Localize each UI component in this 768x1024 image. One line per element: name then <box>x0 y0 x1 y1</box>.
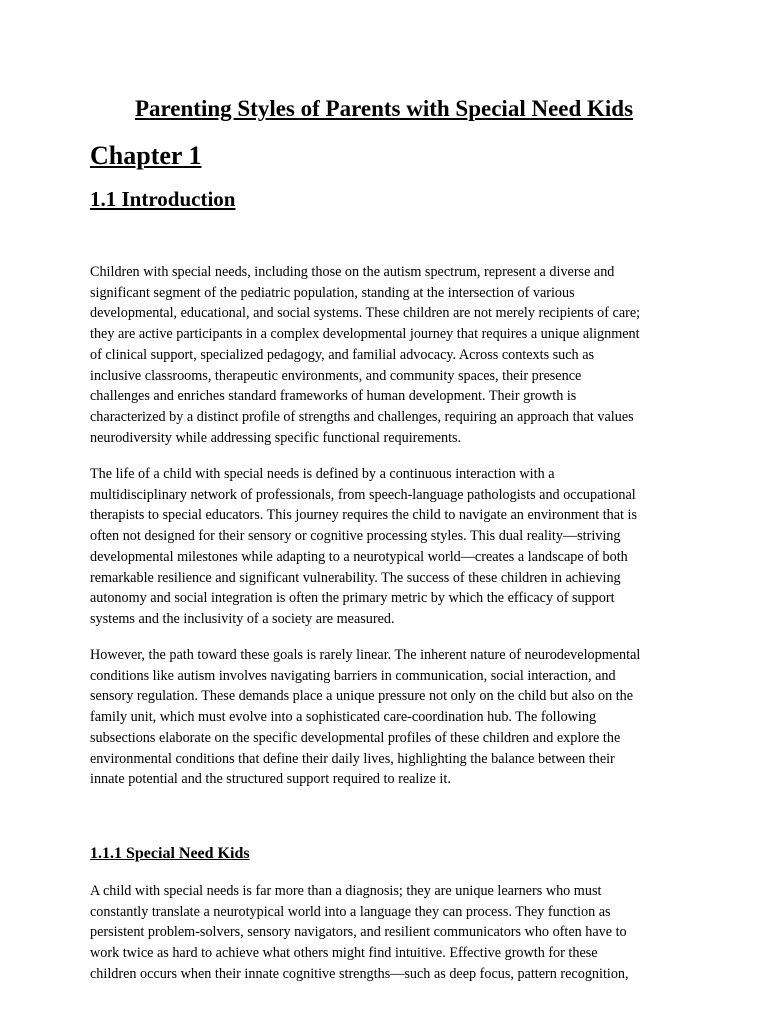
text-line: developmental milestones while adapting to a neurotypical world—creates a landscape of both <box>90 548 628 565</box>
text-line: systems and the inclusivity of a society are measured. <box>90 610 395 627</box>
subsection-heading-special-need-kids: 1.1.1 Special Need Kids <box>90 845 250 862</box>
text-line: family unit, which must evolve into a sophisticated care-coordination hub. The following <box>90 709 597 726</box>
text-line: they are active participants in a complex developmental journey that requires a unique alignment <box>90 326 640 343</box>
text-line: characterized by a distinct profile of strengths and challenges, requiring an approach that values <box>90 408 634 425</box>
text-line: neurodiversity while addressing specific functional requirements. <box>90 429 462 446</box>
text-line: innate potential and the structured support required to realize it. <box>90 771 451 788</box>
text-line: inclusive classrooms, therapeutic environments, and community spaces, their presence <box>90 367 582 384</box>
introduction-paragraph-2 <box>90 464 690 630</box>
introduction-paragraph-3 <box>90 645 690 790</box>
text-line: developmental, educational, and social systems. These children are not merely recipients of care; <box>90 305 641 322</box>
text-line: challenges and enriches standard frameworks of human development. Their growth is <box>90 388 577 405</box>
text-line: subsections elaborate on the specific developmental profiles of these children and explore the <box>90 729 621 746</box>
section-heading-introduction: 1.1 Introduction <box>90 187 236 211</box>
text-line: persistent problem-solvers, sensory navigators, and resilient communicators who often have to <box>90 924 627 941</box>
text-line: sensory regulation. These demands place a unique pressure not only on the child but also on the <box>90 688 634 705</box>
introduction-paragraph-1 <box>90 262 690 448</box>
text-line: environmental conditions that define their daily lives, highlighting the balance between their <box>90 750 615 767</box>
text-line: work twice as hard to achieve what others might find intuitive. Effective growth for these <box>90 945 598 962</box>
text-line: children occurs when their innate cognitive strengths—such as deep focus, pattern recognition, <box>90 965 629 982</box>
text-line: of clinical support, specialized pedagogy, and familial advocacy. Across contexts such as <box>90 346 595 363</box>
text-line: Children with special needs, including those on the autism spectrum, represent a diverse and <box>90 264 615 280</box>
document-title: Parenting Styles of Parents with Special Need Kids <box>134 96 634 121</box>
text-line: remarkable resilience and significant vulnerability. The success of these children in achieving <box>90 569 621 586</box>
text-line: constantly translate a neurotypical world into a language they can process. They function as <box>90 903 611 920</box>
text-line: The life of a child with special needs is defined by a continuous interaction with a <box>90 466 555 482</box>
text-line: therapists to special educators. This journey requires the child to navigate an environment that is <box>90 507 637 524</box>
text-line: A child with special needs is far more than a diagnosis; they are unique learners who must <box>90 883 602 899</box>
text-line: multidisciplinary network of professionals, from speech-language pathologists and occupational <box>90 486 636 503</box>
text-line: often not designed for their sensory or cognitive processing styles. This dual reality—striving <box>90 528 621 545</box>
text-line: However, the path toward these goals is rarely linear. The inherent nature of neurodevelopmental <box>90 647 641 663</box>
text-line: significant segment of the pediatric population, standing at the intersection of various <box>90 284 575 301</box>
special-need-kids-paragraph <box>90 881 690 985</box>
text-line: conditions like autism involves navigating barriers in communication, social interaction, and <box>90 667 616 684</box>
chapter-heading: Chapter 1 <box>90 141 202 170</box>
text-line: autonomy and social integration is often the primary metric by which the efficacy of support <box>90 590 615 607</box>
